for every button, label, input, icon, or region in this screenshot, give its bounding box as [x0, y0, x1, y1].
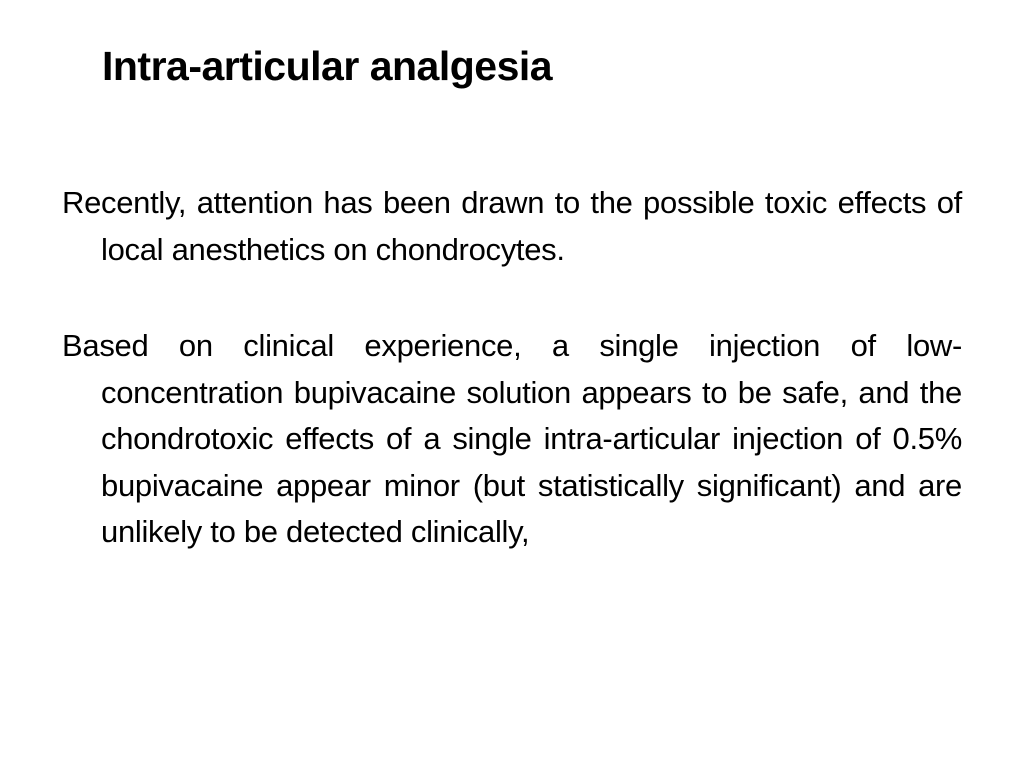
slide-body: [62, 180, 962, 556]
paragraph-chondrocyte-toxicity: Recently, attention has been drawn to the possible toxic effects of local anesthetics on chondrocytes.: [62, 185, 962, 267]
slide-title: Intra-articular analgesia: [102, 43, 553, 89]
paragraph-bupivacaine-safety: Based on clinical experience, a single injection of low-concentration bupivacaine solution appears to be safe, and the chondrotoxic effects of a single intra-articular injection of 0.5% bupivacaine appear minor (but statistically significant) and are unlikely to be detected clinically,: [62, 328, 962, 549]
